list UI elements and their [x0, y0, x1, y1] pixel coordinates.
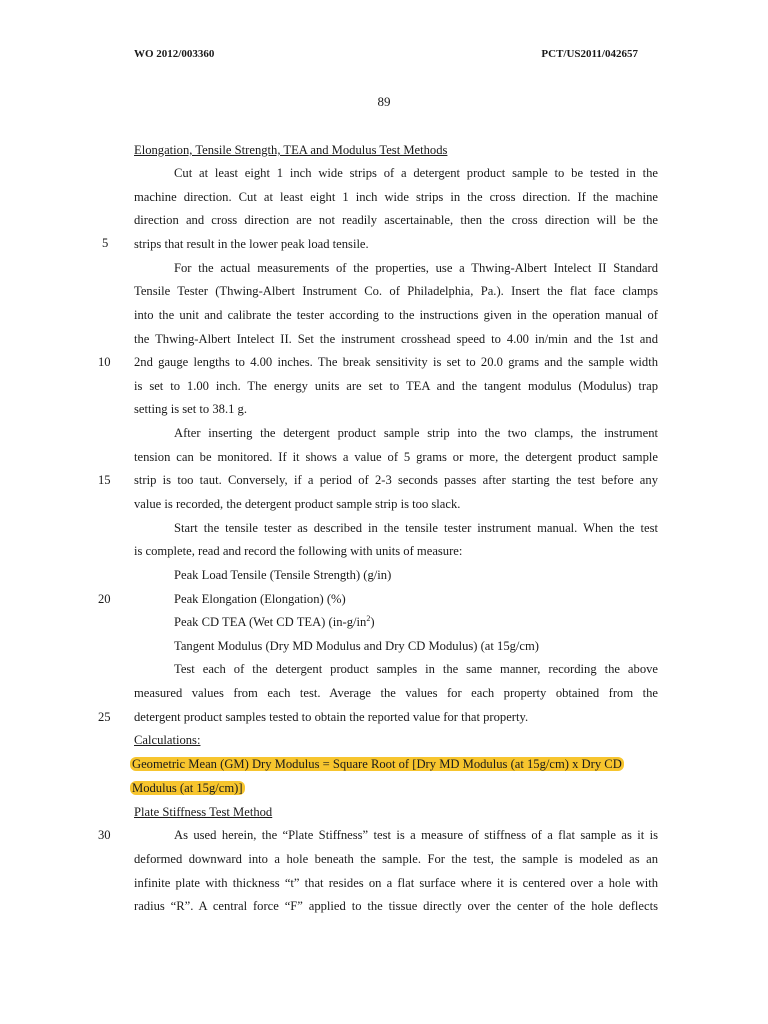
section-heading-plate-stiffness: Plate Stiffness Test Method [134, 805, 273, 819]
line-number-30: 30 [98, 828, 111, 842]
line-number-25: 25 [98, 710, 111, 724]
measure-item: Peak Load Tensile (Tensile Strength) (g/in) [174, 568, 392, 582]
text-line: setting is set to 38.1 g. [134, 402, 247, 416]
text-line: infinite plate with thickness “t” that resides on a flat surface where it is centered over a hole with [134, 876, 658, 890]
text-line: is set to 1.00 inch. The energy units are set to TEA and the tangent modulus (Modulus) trap [134, 379, 658, 393]
application-number: PCT/US2011/042657 [541, 48, 638, 60]
text-line: 2nd gauge lengths to 4.00 inches. The break sensitivity is set to 20.0 grams and the sample width [134, 355, 658, 369]
text-line: Start the tensile tester as described in the tensile tester instrument manual. When the test [174, 521, 658, 535]
text-line: strips that result in the lower peak load tensile. [134, 237, 369, 251]
superscript: 2 [366, 614, 371, 623]
text-line: into the unit and calibrate the tester according to the instructions given in the operation manual of [134, 308, 658, 322]
text-line: machine direction. Cut at least eight 1 inch wide strips in the cross direction. If the machine [134, 190, 658, 204]
section-heading-tensile: Elongation, Tensile Strength, TEA and Modulus Test Methods [134, 143, 448, 157]
text-line: the Thwing-Albert Intelect II. Set the instrument crosshead speed to 4.00 in/min and the 1st and [134, 332, 658, 346]
text-line: After inserting the detergent product sample strip into the two clamps, the instrument [174, 426, 658, 440]
closing-paren: ) [370, 615, 375, 630]
text-line: radius “R”. A central force “F” applied to the tissue directly over the center of the hole deflects [134, 899, 658, 913]
measure-item: Peak Elongation (Elongation) (%) [174, 592, 346, 606]
patent-number: WO 2012/003360 [134, 48, 215, 60]
text-line: detergent product samples tested to obtain the reported value for that property. [134, 710, 529, 724]
line-number-10: 10 [98, 355, 111, 369]
text-line: As used herein, the “Plate Stiffness” test is a measure of stiffness of a flat sample as it is [174, 828, 658, 842]
line-number-20: 20 [98, 592, 111, 606]
text-line: Cut at least eight 1 inch wide strips of a detergent product sample to be tested in the [174, 166, 658, 180]
highlight: Geometric Mean (GM) Dry Modulus = Square Root of [Dry MD Modulus (at 15g/cm) x Dry CD [132, 757, 622, 771]
calculation-formula-line1 [130, 757, 654, 772]
text-line: Tensile Tester (Thwing-Albert Instrument Co. of Philadelphia, Pa.). Insert the flat face clamps [134, 284, 658, 298]
measure-item: Tangent Modulus (Dry MD Modulus and Dry CD Modulus) (at 15g/cm) [174, 639, 540, 653]
calculations-heading: Calculations: [134, 733, 201, 747]
calculation-formula-line2 [130, 781, 654, 796]
text-line: is complete, read and record the following with units of measure: [134, 544, 463, 558]
measure-item [174, 614, 375, 630]
highlight: Modulus (at 15g/cm)] [132, 781, 243, 795]
text-line: Test each of the detergent product samples in the same manner, recording the above [174, 662, 658, 676]
text-line: For the actual measurements of the properties, use a Thwing-Albert Intelect II Standard [174, 261, 658, 275]
text-line: deformed downward into a hole beneath the sample. For the test, the sample is modeled as an [134, 852, 658, 866]
line-number-5: 5 [102, 236, 109, 250]
line-number-15: 15 [98, 473, 111, 487]
text-line: value is recorded, the detergent product sample strip is too slack. [134, 497, 461, 511]
text-line: tension can be monitored. If it shows a value of 5 grams or more, the detergent product sample [134, 450, 658, 464]
text-line: measured values from each test. Average the values for each property obtained from the [134, 686, 658, 700]
measure-item-text: Peak CD TEA (Wet CD TEA) (in-g/in [174, 615, 367, 630]
page-number: 89 [377, 94, 391, 109]
text-line: strip is too taut. Conversely, if a period of 2-3 seconds passes after starting the test before any [134, 473, 658, 487]
text-line: direction and cross direction are not readily ascertainable, then the cross direction will be the [134, 213, 658, 227]
